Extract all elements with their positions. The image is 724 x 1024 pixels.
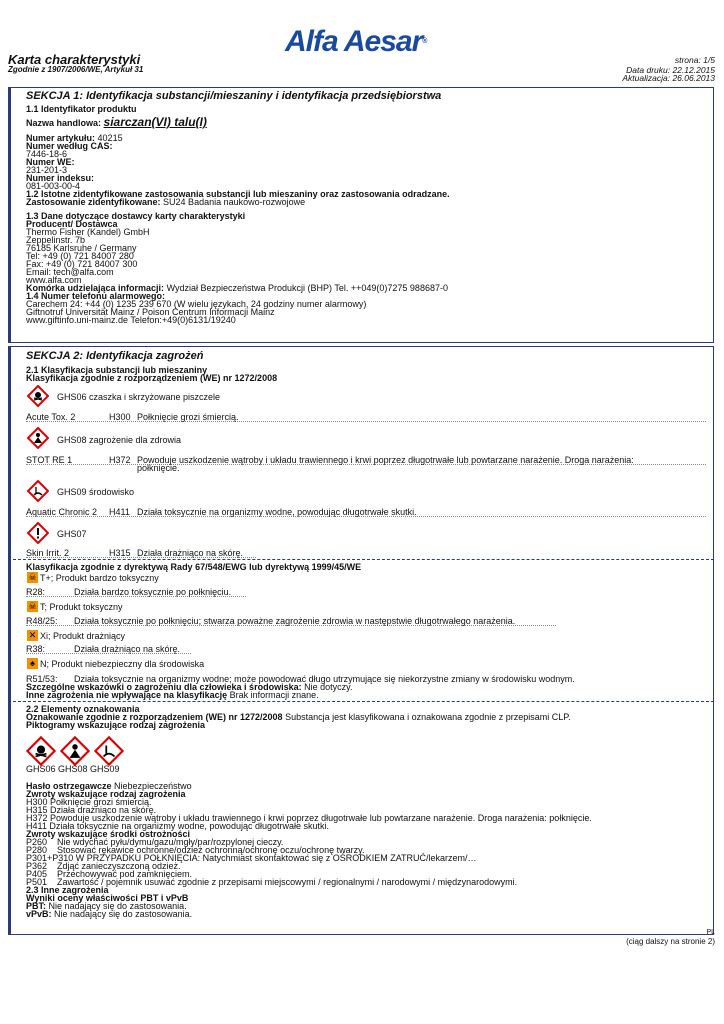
p-code: P260 (26, 837, 48, 847)
hazard-class: Acute Tox. 2 (26, 412, 76, 422)
toxic-icon: ☠ (28, 601, 37, 611)
r-text: Działa toksycznie na organizmy wodne; może powodować długo utrzymujące się niekorzystne zmiany w środowisku wodnym. (74, 674, 575, 684)
hazard-class: Skin Irrit. 2 (26, 548, 70, 558)
emergency-line: Carechem 24: +44 (0) 1235 239 670 (W wielu językach, 24 godziny numer alarmowy) (26, 299, 367, 309)
update-date: Aktualizacja: 26.06.2013 (622, 73, 715, 83)
continuation-note: (ciąg dalszy na stronie 2) (626, 937, 715, 946)
other-hazards-row (26, 691, 319, 699)
p-text: Przechowywać pod zamknięciem. (57, 869, 193, 879)
phone-line: Tel: +49 (0) 721 84007 280 (26, 251, 134, 261)
trade-name-row (26, 116, 207, 130)
address-line: Zeppelinstr. 7b (26, 235, 86, 245)
emergency-line: www.giftinfo.uni-mainz.de Telefon:+49(0)6131/19240 (26, 315, 236, 325)
article-number: 40215 (97, 133, 123, 143)
environment-icon (94, 736, 124, 766)
clp-heading: Klasyfikacja zgodnie z rozporządzeniem (WE) nr 1272/2008 (26, 373, 278, 383)
subheading-2-3: 2.3 Inne zagrożenia (26, 885, 109, 895)
hazard-code: H315 (109, 548, 131, 558)
cas-number: 7446-18-6 (26, 149, 68, 159)
trade-name: siarczan(VI) talu(I) (103, 115, 207, 129)
vpvb-label: vPvB: (26, 909, 52, 919)
p-code: P501 (26, 877, 48, 887)
hazard-row-h315 (26, 549, 256, 558)
precaution-row: P301+P310 W PRZYPADKU POŁKNIĘCIA: Natychmiast skontaktować się z OŚRODKIEM ZATRUĆ/lekarzem/… (26, 853, 477, 863)
article-label: Numer artykułu: (26, 133, 96, 143)
address-line: 76185 Karlsruhe / Germany (26, 243, 137, 253)
vpvb-value: Nie nadający się do zastosowania. (54, 909, 193, 919)
p-code: P362 (26, 861, 48, 871)
environment-icon (27, 480, 49, 502)
xi-label: Xi; Produkt drażniący (40, 631, 126, 641)
irritant-icon: ✕ (28, 630, 37, 640)
p-text: Nie wdychać pyłu/dymu/gazu/mgły/par/rozpylonej cieczy. (57, 837, 284, 847)
r-text: Działa toksycznie po połknięciu; stwarza poważne zagrożenie zdrowia w następstwie długotrwałego narażenia. (74, 616, 516, 626)
divider (8, 701, 714, 702)
subheading-1-4: 1.4 Numer telefonu alarmowego: (26, 291, 166, 301)
hazard-statement: H300 Połknięcie grozi śmiercią. (26, 797, 152, 807)
hazard-code: H411 (109, 507, 130, 517)
producer-label: Producent/ Dostawca (26, 219, 118, 229)
hazard-row-h300 (26, 413, 706, 422)
health-hazard-icon (27, 427, 49, 449)
pbt-label: PBT: (26, 901, 46, 911)
dsd-heading: Klasyfikacja zgodnie z dyrektywą Rady 67/548/EWG lub dyrektywą 1999/45/WE (26, 562, 362, 572)
pictograms-heading: Piktogramy wskazujące rodzaj zagrożenia (26, 720, 206, 730)
email-link[interactable]: Email: tech@alfa.com (26, 267, 114, 277)
r-code: R38: (26, 644, 46, 654)
r-code: R51/53: (26, 674, 58, 684)
website-link[interactable]: www.alfa.com (26, 275, 82, 285)
other-value: Brak informacji znane. (229, 690, 319, 700)
n-label: N; Produkt niebezpieczny dla środowiska (40, 659, 205, 669)
index-label: Numer indeksu: (26, 173, 95, 183)
exclamation-icon (27, 522, 49, 544)
section-2-heading: SEKCJA 2: Identyfikacja zagrożeń (26, 350, 204, 362)
t-label: T; Produkt toksyczny (40, 602, 123, 612)
use-row (26, 198, 305, 206)
ghs08-label: GHS08 zagrożenie dla zdrowia (57, 435, 182, 445)
r-code: R48/25: (26, 616, 58, 626)
p-text: Zawartość / pojemnik usuwać zgodnie z przepisami miejscowymi / regionalnymi / narodowymi / międzynarodowymi. (57, 877, 518, 887)
pbt-heading: Wyniki oceny właściwości PBT i vPvB (26, 893, 189, 903)
pictogram-codes: GHS06 GHS08 GHS09 (26, 764, 120, 774)
r-text: Działa bardzo toksycznie po połknięciu. (74, 587, 232, 597)
ghs09-label: GHS09 środowisko (57, 487, 135, 497)
special-value: Nie dotyczy. (304, 682, 353, 692)
very-toxic-icon: ☠ (28, 572, 37, 582)
r-text: Działa drażniąco na skórę. (74, 644, 181, 654)
tplus-label: T+; Produkt bardzo toksyczny (40, 573, 159, 583)
signal-word-label: Hasło ostrzegawcze (26, 781, 112, 791)
hazard-statement: H315 Działa drażniąco na skórę. (26, 805, 157, 815)
skull-crossbones-icon (26, 736, 56, 766)
we-label: Numer WE: (26, 157, 75, 167)
subheading-1-2: 1.2 Istotne zidentyfikowane zastosowania substancji lub mieszaniny oraz zastosowania odradzane. (26, 189, 450, 199)
hazard-code: H372 (109, 455, 131, 465)
r-code: R28: (26, 587, 46, 597)
we-number: 231-201-3 (26, 165, 68, 175)
other-label: Inne zagrożenia nie wpływające na klasyfikację (26, 690, 228, 700)
hazard-row-h411 (26, 508, 706, 517)
precautionary-heading: Zwroty wskazujące środki ostrożności (26, 829, 191, 839)
hazard-text-cont: połknięcie. (137, 463, 180, 473)
hazard-text: Działa drażniąco na skórę. (137, 548, 244, 558)
p-text: Zdjąć zanieczyszczoną odzież. (57, 861, 181, 871)
hazard-statement: H372 Powoduje uszkodzenie wątroby i układu trawiennego i krwi poprzez długotrwałe lub powtarzane narażenie. Droga narażenia: połknięcie. (26, 813, 592, 823)
section-1-heading: SEKCJA 1: Identyfikacja substancji/mieszaniny i identyfikacja przedsiębiorstwa (26, 90, 442, 102)
r4825-row (26, 617, 556, 626)
pbt-value: Nie nadający się do zastosowania. (48, 901, 187, 911)
environment-danger-icon: ♠ (27, 658, 38, 669)
hazard-row-h372 (26, 456, 706, 465)
subheading-2-2: 2.2 Elementy oznakowania (26, 704, 140, 714)
address-line: Thermo Fisher (Kandel) GmbH (26, 227, 150, 237)
p-text: Stosować rękawice ochronne/odzież ochronną/ochronę oczu/ochronę twarzy. (57, 845, 365, 855)
signal-word: Niebezpieczeństwo (114, 781, 192, 791)
hazard-text: Działa toksycznie na organizmy wodne, powodując długotrwałe skutki. (137, 507, 417, 517)
ghs07-label: GHS07 (57, 529, 87, 539)
labelling-label: Oznakowanie zgodnie z rozporządzeniem (WE) nr 1272/2008 (26, 712, 283, 722)
divider (8, 559, 714, 560)
hazard-class: Aquatic Chronic 2 (26, 507, 98, 517)
cas-label: Numer według CAS: (26, 141, 113, 151)
p-code: P280 (26, 845, 48, 855)
labelling-value: Substancja jest klasyfikowana i oznakowana zgodnie z przepisami CLP. (285, 712, 571, 722)
r38-row (26, 645, 191, 654)
vpvb-row (26, 910, 192, 918)
use-value: SU24 Badania naukowo-rozwojowe (163, 197, 306, 207)
emergency-line: Giftnotruf Universität Mainz / Poison Centrum Informacji Mainz (26, 307, 275, 317)
brand-logo: Alfa Aesar® (285, 25, 427, 58)
hazard-text: Powoduje uszkodzenie wątroby i układu trawiennego i krwi poprzez długotrwałe lub powtarzane narażenie. Droga narażenia: (137, 455, 634, 465)
skull-crossbones-icon (27, 385, 49, 407)
document-title: Karta charakterystyki (8, 52, 141, 67)
page-number: strona: 1/5 (674, 55, 715, 65)
hazard-statement: H411 Działa toksycznie na organizmy wodne, powodując długotrwałe skutki. (26, 821, 329, 831)
print-date: Data druku: 22.12.2015 (626, 65, 715, 75)
document-subtitle: Zgodnie z 1907/2006/WE, Artykuł 31 (8, 65, 144, 74)
hazard-statements-heading: Zwroty wskazujące rodzaj zagrożenia (26, 789, 186, 799)
special-label: Szczególne wskazówki o zagrożeniu dla człowieka i środowiska: (26, 682, 302, 692)
index-number: 081-003-00-4 (26, 181, 81, 191)
p-code: P405 (26, 869, 48, 879)
r28-row (26, 588, 246, 597)
hazard-code: H300 (109, 412, 131, 422)
subheading-1-1: 1.1 Identyfikator produktu (26, 104, 137, 114)
health-hazard-icon (60, 736, 90, 766)
use-label: Zastosowanie zidentyfikowane: (26, 197, 161, 207)
info-value: Wydział Bezpieczeństwa Produkcji (BHP) Tel. ++049(0)7275 988687-0 (166, 283, 448, 293)
subheading-1-3: 1.3 Dane dotyczące dostawcy karty charakterystyki (26, 211, 246, 221)
hazard-text: Połknięcie grozi śmiercią. (137, 412, 239, 422)
fax-line: Fax: +49 (0) 721 84007 300 (26, 259, 138, 269)
info-label: Komórka udzielająca informacji: (26, 283, 165, 293)
hazard-class: STOT RE 1 (26, 455, 73, 465)
language-code: PL (706, 929, 715, 936)
subheading-2-1: 2.1 Klasyfikacja substancji lub mieszaniny (26, 365, 208, 375)
trade-name-label: Nazwa handlowa: (26, 118, 102, 128)
ghs06-label: GHS06 czaszka i skrzyżowane piszczele (57, 392, 221, 402)
